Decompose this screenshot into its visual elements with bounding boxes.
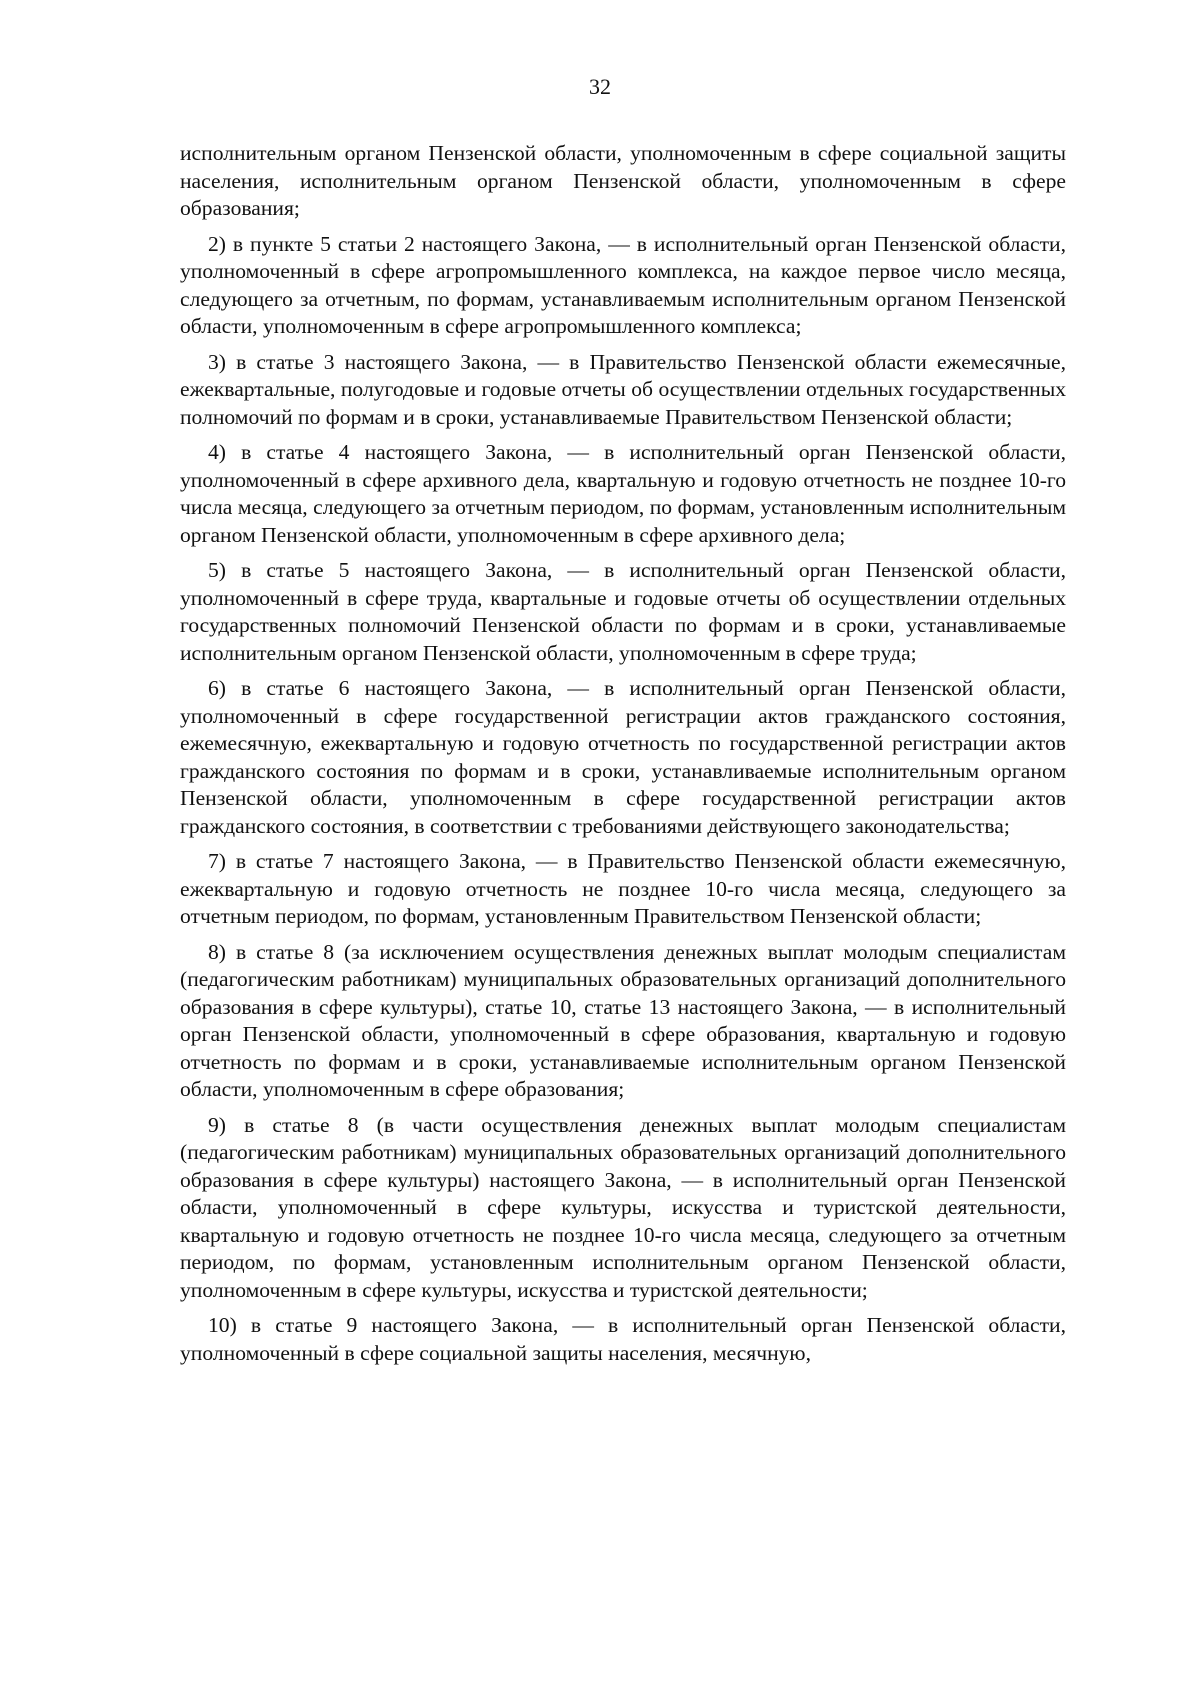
paragraph-item-8: 8) в статье 8 (за исключением осуществления денежных выплат молодым специалистам (педагогическим работникам) муниципальных образовательных организаций дополнительного образования в сфере культуры), статье 10, статье 13 настоящего Закона, — в исполнительный орган Пензенской области, уполномоченный в сфере образования, квартальную и годовую отчетность по формам и в сроки, устанавливаемые исполнительным органом Пензенской области, уполномоченным в сфере образования;: [180, 939, 1066, 1101]
paragraph-item-3: 3) в статье 3 настоящего Закона, — в Правительство Пензенской области ежемесячные, ежеквартальные, полугодовые и годовые отчеты об осуществлении отдельных государственных полномочий по формам и в сроки, устанавливаемые Правительством Пензенской области;: [180, 349, 1066, 429]
paragraph-item-10: 10) в статье 9 настоящего Закона, — в исполнительный орган Пензенской области, уполномоченный в сфере социальной защиты населения, месячную,: [180, 1313, 1066, 1365]
paragraph-item-6: 6) в статье 6 настоящего Закона, — в исполнительный орган Пензенской области, уполномоченный в сфере государственной регистрации актов гражданского состояния, ежемесячную, ежеквартальную и годовую отчетность по государственной регистрации актов гражданского состояния по формам и в сроки, устанавливаемые исполнительным органом Пензенской области, уполномоченным в сфере государственной регистрации актов гражданского состояния, в соответствии с требованиями действующего законодательства;: [180, 676, 1066, 838]
paragraph-item-2: 2) в пункте 5 статьи 2 настоящего Закона, — в исполнительный орган Пензенской области, уполномоченный в сфере агропромышленного комплекса, на каждое первое число месяца, следующего за отчетным, по формам, устанавливаемым исполнительным органом Пензенской области, уполномоченным в сфере агропромышленного комплекса;: [180, 231, 1066, 338]
paragraph-item-7: 7) в статье 7 настоящего Закона, — в Правительство Пензенской области ежемесячную, ежеквартальную и годовую отчетность не позднее 10-го числа месяца, следующего за отчетным периодом, по формам, установленным Правительством Пензенской области;: [180, 849, 1066, 928]
paragraph-continuation: исполнительным органом Пензенской области, уполномоченным в сфере социальной защиты населения, исполнительным органом Пензенской области, уполномоченным в сфере образования;: [180, 141, 1066, 220]
paragraph-item-4: 4) в статье 4 настоящего Закона, — в исполнительный орган Пензенской области, уполномоченный в сфере архивного дела, квартальную и годовую отчетность не позднее 10-го числа месяца, следующего за отчетным периодом, по формам, установленным исполнительным органом Пензенской области, уполномоченным в сфере архивного дела;: [180, 440, 1066, 547]
paragraph-item-5: 5) в статье 5 настоящего Закона, — в исполнительный орган Пензенской области, уполномоченный в сфере труда, квартальные и годовые отчеты об осуществлении отдельных государственных полномочий Пензенской области по формам и в сроки, устанавливаемые исполнительным органом Пензенской области, уполномоченным в сфере труда;: [180, 558, 1066, 665]
paragraph-item-9: 9) в статье 8 (в части осуществления денежных выплат молодым специалистам (педагогическим работникам) муниципальных образовательных организаций дополнительного образования в сфере культуры) настоящего Закона, — в исполнительный орган Пензенской области, уполномоченный в сфере культуры, искусства и туристской деятельности, квартальную и годовую отчетность не позднее 10-го числа месяца, следующего за отчетным периодом, по формам, установленным исполнительным органом Пензенской области, уполномоченным в сфере культуры, искусства и туристской деятельности;: [180, 1112, 1066, 1302]
page-body: [180, 140, 1066, 1375]
page-number: 32: [589, 74, 611, 99]
